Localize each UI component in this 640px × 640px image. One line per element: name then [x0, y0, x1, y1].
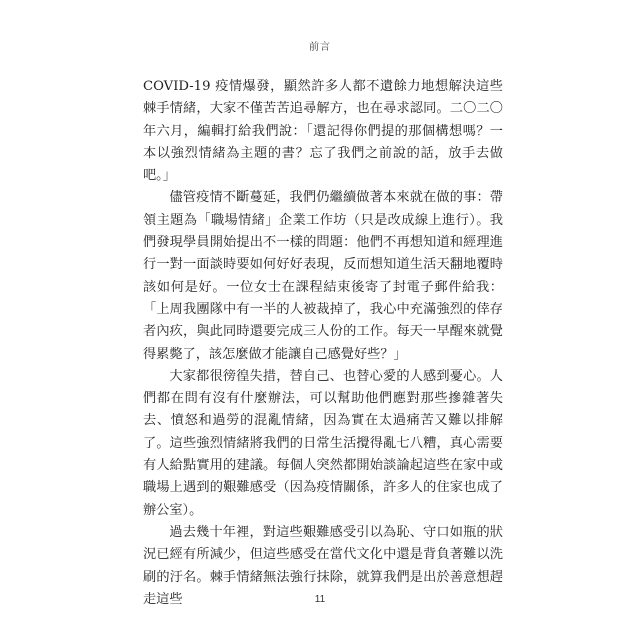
paragraph-4: 過去幾十年裡，對這些艱難感受引以為恥、守口如瓶的狀況已經有所減少，但這些感受在當代文化中還是背負著難以洗刷的汙名。棘手情緒無法強行抹除，就算我們是出於善意想趕走這些	[143, 524, 503, 607]
running-header-title: 前言	[309, 42, 331, 53]
paragraph-3: 大家都很徬徨失措，替自己、也替心愛的人感到憂心。人們都在問有沒有什麼辦法，可以幫助他們應對那些摻雜著失去、憤怒和過勞的混亂情緒，因為實在太過痛苦又難以排解了。這些強烈情緒將我們的日常生活攪得亂七八糟，真心需要有人給點實用的建議。每個人突然都開始談論起這些在家中或職場上遇到的艱難感受（因為疫情關係，許多人的住家也成了辦公室）。	[143, 368, 503, 518]
paragraph-1: COVID-19 疫情爆發，顯然許多人都不遺餘力地想解決這些棘手情緒，大家不僅苦苦追尋解方，也在尋求認同。二〇二〇年六月，編輯打給我們說：「還記得你們提的那個構想嗎？一本以強烈情緒為主題的書？忘了我們之前說的話，放手去做吧。」	[143, 79, 503, 184]
body-text	[143, 76, 503, 611]
page-number: 11	[314, 594, 326, 605]
paragraph-2: 儘管疫情不斷蔓延，我們仍繼續做著本來就在做的事：帶領主題為「職場情緒」企業工作坊（只是改成線上進行）。我們發現學員開始提出不一樣的問題：他們不再想知道和經理進行一對一面談時要如何好好表現，反而想知道生活天翻地覆時該如何是好。一位女士在課程結束後寄了封電子郵件給我：「上周我團隊中有一半的人被裁掉了，我心中充滿強烈的倖存者內疚，與此同時還要完成三人份的工作。每天一早醒來就覺得累斃了，該怎麼做才能讓自己感覺好些？」	[143, 190, 503, 362]
